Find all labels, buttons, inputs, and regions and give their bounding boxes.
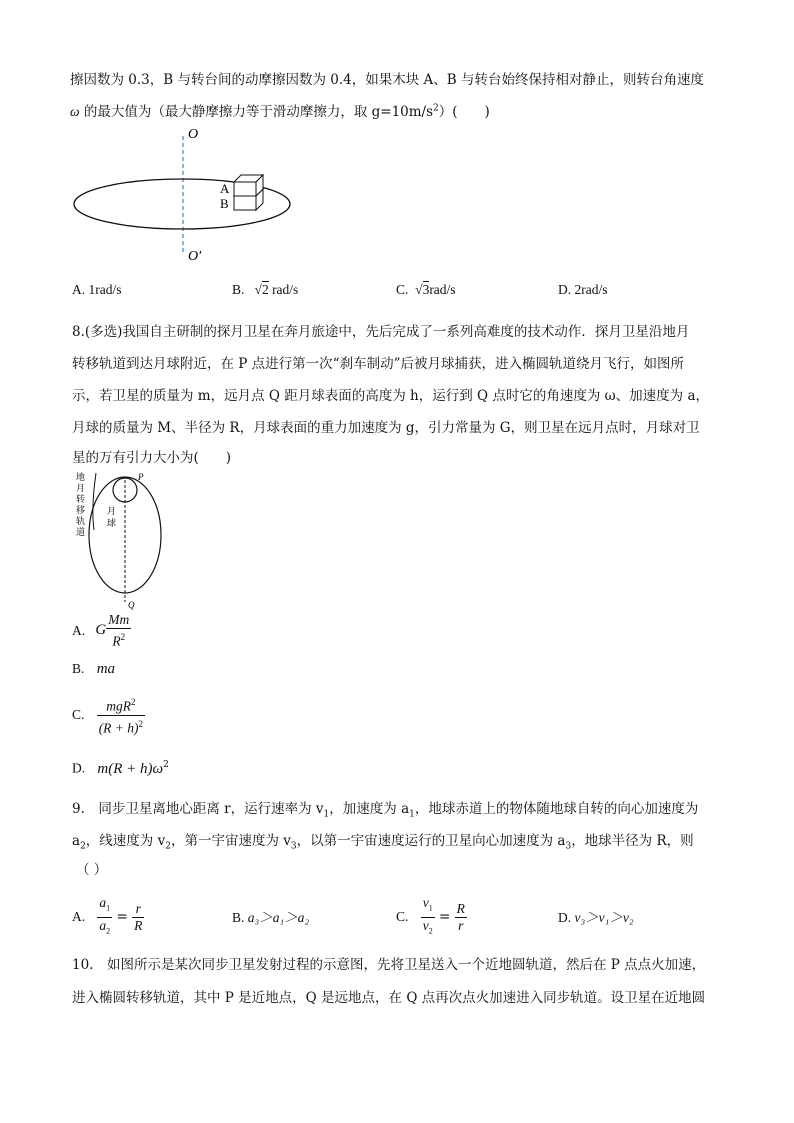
radicand: 2 [261, 282, 269, 297]
option-letter: D. [558, 910, 572, 925]
q7-stem-line-2 [70, 100, 490, 120]
option-letter: B. [72, 661, 85, 676]
svg-text:球: 球 [107, 518, 117, 528]
svg-text:转: 转 [76, 494, 86, 504]
transfer-orbit-label [76, 471, 85, 537]
q9-option-b[interactable] [232, 906, 309, 926]
equals-sign: = [116, 909, 128, 926]
q8-option-b[interactable] [72, 661, 115, 678]
q10-stem-line-1: 10. 如图所示是某次同步卫星发射过程的示意图，先将卫星送入一个近地圆轨道，然后在 P 点点火加速， [72, 957, 706, 973]
q9-option-d[interactable] [558, 906, 634, 926]
option-letter: C. [396, 282, 409, 297]
q8-stem-line-5: 星的万有引力大小为( ) [72, 450, 232, 466]
svg-text:轨: 轨 [76, 516, 86, 526]
label-o: O [188, 127, 199, 142]
option-letter: C. [396, 909, 409, 925]
lunar-orbit-figure [66, 468, 176, 614]
turntable-figure [60, 122, 310, 270]
label-b: B [220, 196, 229, 211]
svg-text:道: 道 [76, 527, 86, 537]
q8-stem-line-1: 8.(多选)我国自主研制的探月卫星在奔月旅途中，先后完成了一系列高难度的技术动作．探月卫星沿地月 [72, 324, 690, 340]
option-letter: D. [558, 282, 572, 297]
fraction-lhs: $\frac{v_1}{v_2}$ [422, 895, 433, 936]
q8-stem-line-2: 转移轨道到达月球附近，在 P 点进行第一次“刹车制动”后被月球捕获，进入椭圆轨道绕月飞行，如图所 [72, 356, 684, 372]
option-letter: C. [72, 707, 85, 722]
block-stack [234, 175, 263, 210]
option-text: a₃＞a₁＞a₂ [247, 910, 310, 925]
fraction: $\frac{Mm}{R^2}$ [108, 612, 130, 649]
fraction-lhs: $\frac{a_1}{a_2}$ [99, 895, 111, 936]
option-unit: rad/s [429, 282, 456, 297]
option-text: v₃＞v₁＞v₂ [574, 910, 634, 925]
q7-stem-line-2-text: 的最大值为（最大静摩擦力等于滑动摩擦力，取 g=10m/s [79, 104, 434, 120]
q9-option-a[interactable] [72, 895, 144, 939]
fraction: $\frac{mgR^2}{(R + h)^2}$ [97, 694, 145, 736]
label-a: A [220, 181, 230, 196]
label-p: P [138, 472, 144, 482]
q8-stem-line-4: 月球的质量为 M、半径为 R，月球表面的重力加速度为 g，引力常量为 G，则卫星在远月点时，月球对卫 [72, 420, 700, 436]
option-prefix: G [95, 622, 107, 639]
option-text: 2rad/s [574, 282, 608, 297]
q7-option-d[interactable] [558, 282, 608, 298]
option-letter: A. [72, 909, 86, 925]
q8-option-a[interactable] [72, 612, 131, 650]
q9-stem-line-3: （ ） [76, 862, 108, 878]
q9-stem-line-1: 9. 同步卫星离地心距离 r，运行速率为 $v_1$，加速度为 $a_1$，地球赤道上的物体随地球自转的向心加速度为 [72, 801, 699, 820]
q7-stem-line-2-end: ）( ) [438, 104, 490, 120]
sqrt-sign: √ [254, 282, 262, 297]
q8-stem-line-3: 示，若卫星的质量为 m，远月点 Q 距月球表面的高度为 h，运行到 Q 点时它的角速度为 ω、加速度为 a， [72, 388, 710, 404]
option-text: 1rad/s [88, 282, 122, 297]
fraction-rhs: $\frac{r}{R}$ [134, 900, 143, 933]
q7-option-b[interactable] [232, 282, 298, 298]
label-q: Q [128, 600, 135, 610]
svg-text:移: 移 [76, 505, 86, 515]
q7-stem-line-1: 擦因数为 0.3，B 与转台间的动摩擦因数为 0.4，如果木块 A、B 与转台始终保持相对静止，则转台角速度 [70, 72, 704, 88]
sqrt-sign: √ [415, 282, 423, 297]
omega-symbol: ω [70, 104, 80, 119]
svg-text:月: 月 [76, 483, 86, 493]
option-letter: B. [232, 282, 245, 297]
svg-text:月: 月 [107, 506, 117, 516]
q9-option-c[interactable] [396, 895, 467, 939]
moon-label [107, 506, 116, 528]
q8-option-c[interactable] [72, 694, 145, 736]
q10-stem-line-2: 进入椭圆转移轨道，其中 P 是近地点，Q 是远地点，在 Q 点再次点火加速进入同步轨道。设卫星在近地圆 [72, 990, 706, 1006]
option-letter: A. [72, 622, 86, 638]
option-sup: 2 [163, 760, 169, 770]
option-letter: D. [72, 760, 86, 776]
option-text: ma [96, 661, 116, 677]
fraction-rhs: $\frac{R}{r}$ [456, 900, 465, 933]
svg-text:地: 地 [76, 472, 86, 482]
q7-option-a[interactable] [72, 282, 122, 298]
q9-stem-line-2: $a_2$，线速度为 $v_2$，第一宇宙速度为 $v_3$，以第一宇宙速度运行的卫星向心加速度为 $a_3$，地球半径为 R，则 [72, 833, 694, 852]
option-text: m(R + h)ω [97, 760, 164, 777]
option-letter: A. [72, 282, 86, 297]
option-letter: B. [232, 910, 245, 925]
equals-sign: = [438, 909, 451, 926]
option-unit: rad/s [272, 282, 299, 297]
q8-option-d[interactable] [72, 760, 169, 778]
label-o-prime: O′ [188, 249, 202, 264]
q7-option-c[interactable] [396, 282, 456, 298]
radicand: 3 [422, 282, 430, 297]
q7-exponent: 2 [433, 103, 439, 114]
